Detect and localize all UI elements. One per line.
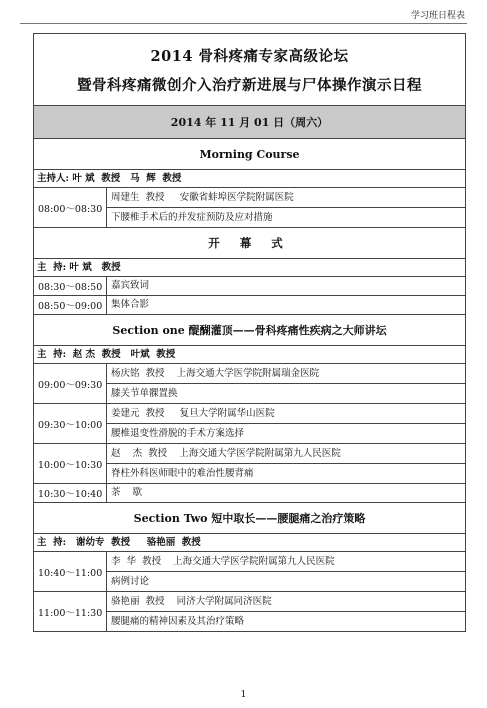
table-row — [34, 484, 465, 503]
morning-host: 主持人: 叶 斌 教授 马 辉 教授 — [34, 170, 465, 188]
section-one-host: 主 持: 赵 杰 教授 叶斌 教授 — [34, 346, 465, 364]
speaker-line: 周建生 教授 安徽省蚌埠医学院附属医院 — [111, 192, 294, 203]
speaker-line: 李 华 教授 上海交通大学医学院附属第九人民医院 — [111, 556, 335, 567]
title-line-2: 暨骨科疼痛微创介入治疗新进展与尸体操作演示日程 — [77, 77, 422, 94]
topic-line: 嘉宾致词 — [111, 280, 150, 291]
date-row: 2014 年 11 月 01 日（周六） — [34, 106, 465, 139]
time-cell: 08:50～09:00 — [34, 296, 107, 314]
page-number: 1 — [240, 690, 247, 700]
topic-line: 茶 歇 — [111, 487, 143, 498]
title-block — [34, 34, 465, 106]
title-line-1: 2014 骨科疼痛专家高级论坛 — [150, 48, 349, 65]
header-rule — [20, 23, 467, 24]
speaker-line: 姜建元 教授 复旦大学附属华山医院 — [111, 408, 275, 419]
topic-line: 腰椎退变性滑脱的手术方案选择 — [107, 423, 465, 443]
topic-line: 脊柱外科医师眼中的难治性腰背痛 — [107, 463, 465, 483]
section-two-heading: Section Two 短中取长——腰腿痛之治疗策略 — [34, 503, 465, 534]
time-cell: 09:30～10:00 — [34, 404, 107, 443]
table-row — [34, 404, 465, 444]
section-one-heading: Section one 醍醐灌顶——骨科疼痛性疾病之大师讲坛 — [34, 315, 465, 346]
topic-line: 腰腿痛的精神因素及其治疗策略 — [107, 611, 465, 631]
time-cell: 08:30～08:50 — [34, 277, 107, 295]
speaker-line: 赵 杰 教授 上海交通大学医学院附属第九人民医院 — [111, 448, 341, 459]
table-row — [34, 277, 465, 296]
time-cell: 10:30～10:40 — [34, 484, 107, 502]
time-cell: 08:00～08:30 — [34, 188, 107, 227]
time-cell: 11:00～11:30 — [34, 592, 107, 631]
table-row — [34, 188, 465, 228]
opening-host: 主 持: 叶 斌 教授 — [34, 259, 465, 277]
topic-line: 集体合影 — [111, 299, 150, 310]
time-cell: 09:00～09:30 — [34, 364, 107, 403]
table-row — [34, 552, 465, 592]
topic-line: 膝关节单髁置换 — [107, 383, 465, 403]
table-row — [34, 296, 465, 315]
time-cell: 10:00～10:30 — [34, 444, 107, 483]
table-row — [34, 364, 465, 404]
speaker-line: 杨庆铭 教授 上海交通大学医学院附属瑞金医院 — [111, 368, 320, 379]
table-row — [34, 592, 465, 631]
topic-line: 病例讨论 — [107, 571, 465, 591]
schedule-table — [33, 33, 466, 632]
morning-heading: Morning Course — [34, 139, 465, 170]
opening-heading: 开 幕 式 — [34, 228, 465, 259]
section-two-host: 主 持: 谢幼专 教授 骆艳丽 教授 — [34, 534, 465, 552]
topic-line: 下腰椎手术后的并发症预防及应对措施 — [107, 207, 465, 227]
table-row — [34, 444, 465, 484]
time-cell: 10:40～11:00 — [34, 552, 107, 591]
speaker-line: 骆艳丽 教授 同济大学附属同济医院 — [111, 596, 272, 607]
header-label: 学习班日程表 — [410, 11, 465, 21]
